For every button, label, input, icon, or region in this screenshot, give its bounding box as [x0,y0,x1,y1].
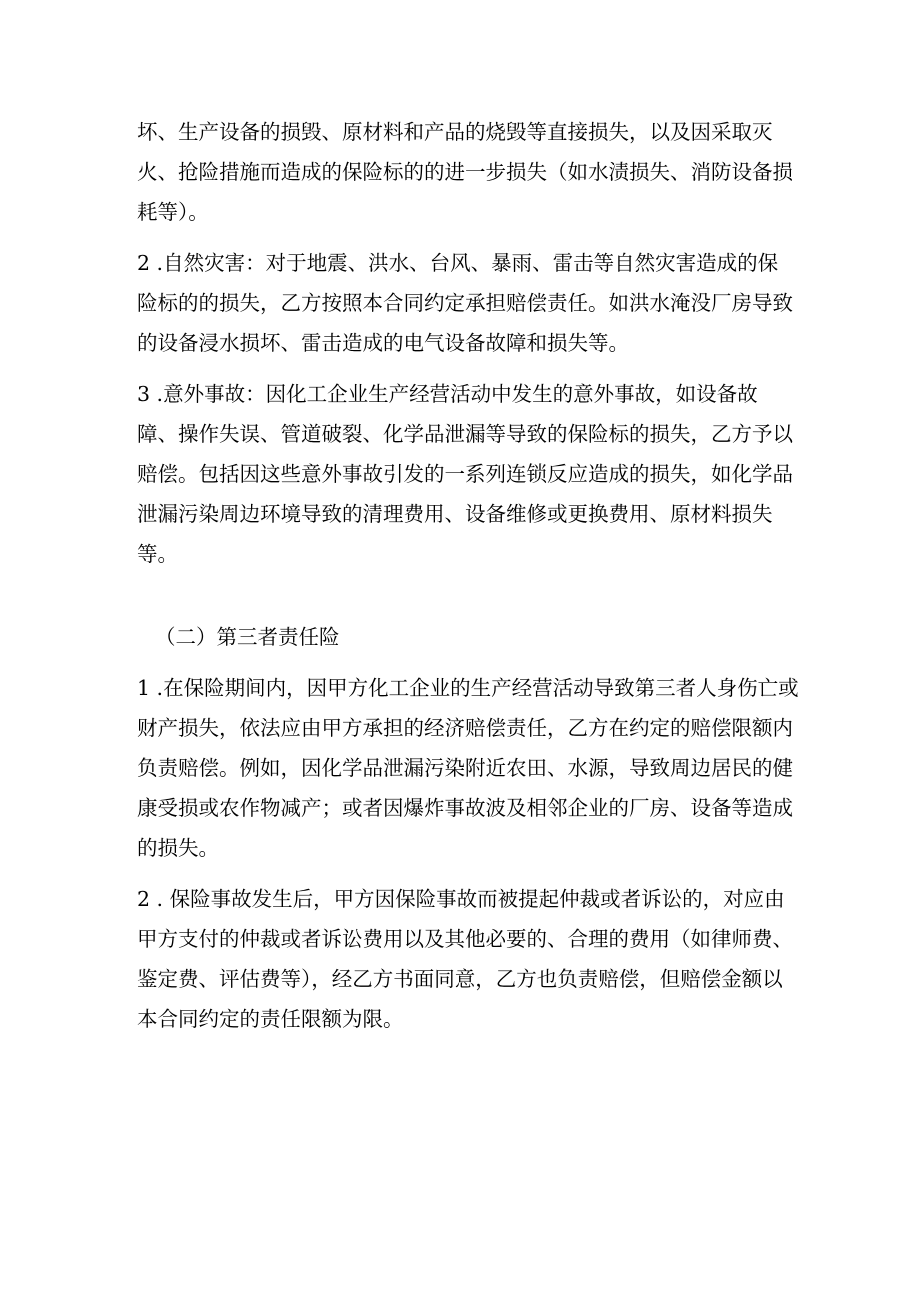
text-line: 负责赔偿。例如，因化学品泄漏污染附近农田、水源，导致周边居民的健 [137,756,793,780]
paragraph-direct-loss-continuation [137,112,793,232]
text-line: 障、操作失误、管道破裂、化学品泄漏等导致的保险标的损失，乙方予以 [137,422,793,446]
text-line: 鉴定费、评估费等），经乙方书面同意，乙方也负责赔偿，但赔偿金额以 [137,967,783,991]
text-line: 赔偿。包括因这些意外事故引发的一系列连锁反应造成的损失，如化学品 [137,462,793,486]
text-line: 的损失。 [137,836,219,860]
section-spacer [137,585,787,617]
text-line: 康受损或农作物减产；或者因爆炸事故波及相邻企业的厂房、设备等造成 [137,796,793,820]
text-line: 险标的的损失，乙方按照本合同约定承担赔偿责任。如洪水淹没厂房导致 [137,291,793,315]
text-line: 2 . 保险事故发生后，甲方因保险事故而被提起仲裁或者诉讼的，对应由 [137,887,785,911]
text-line: 2 .自然灾害：对于地震、洪水、台风、暴雨、雷击等自然灾害造成的保 [137,251,779,275]
text-line: 坏、生产设备的损毁、原材料和产品的烧毁等直接损失，以及因采取灭 [137,120,773,144]
text-line: 甲方支付的仲裁或者诉讼费用以及其他必要的、合理的费用（如律师费、 [137,927,793,951]
text-line: 3 .意外事故：因化工企业生产经营活动中发生的意外事故，如设备故 [137,382,758,406]
paragraph-third-party-compensation [137,668,799,868]
text-line: 1 .在保险期间内，因甲方化工企业的生产经营活动导致第三者人身伤亡或 [137,676,799,700]
document-body [137,112,799,1050]
text-line: 本合同约定的责任限额为限。 [137,1007,404,1031]
paragraph-natural-disaster [137,243,793,363]
text-line: 火、抢险措施而造成的保险标的的进一步损失（如水渍损失、消防设备损 [137,160,793,184]
text-line: 财产损失，依法应由甲方承担的经济赔偿责任，乙方在约定的赔偿限额内 [137,716,793,740]
text-line: 等。 [137,542,178,566]
text-line: 耗等）。 [137,200,209,224]
paragraph-litigation-costs [137,879,793,1039]
text-line: 的设备浸水损坏、雷击造成的电气设备故障和损失等。 [137,331,629,355]
paragraph-accident [137,374,793,574]
text-line: 泄漏污染周边环境导致的清理费用、设备维修或更换费用、原材料损失 [137,502,773,526]
section-heading-third-party-liability: （二）第三者责任险 [155,625,340,649]
